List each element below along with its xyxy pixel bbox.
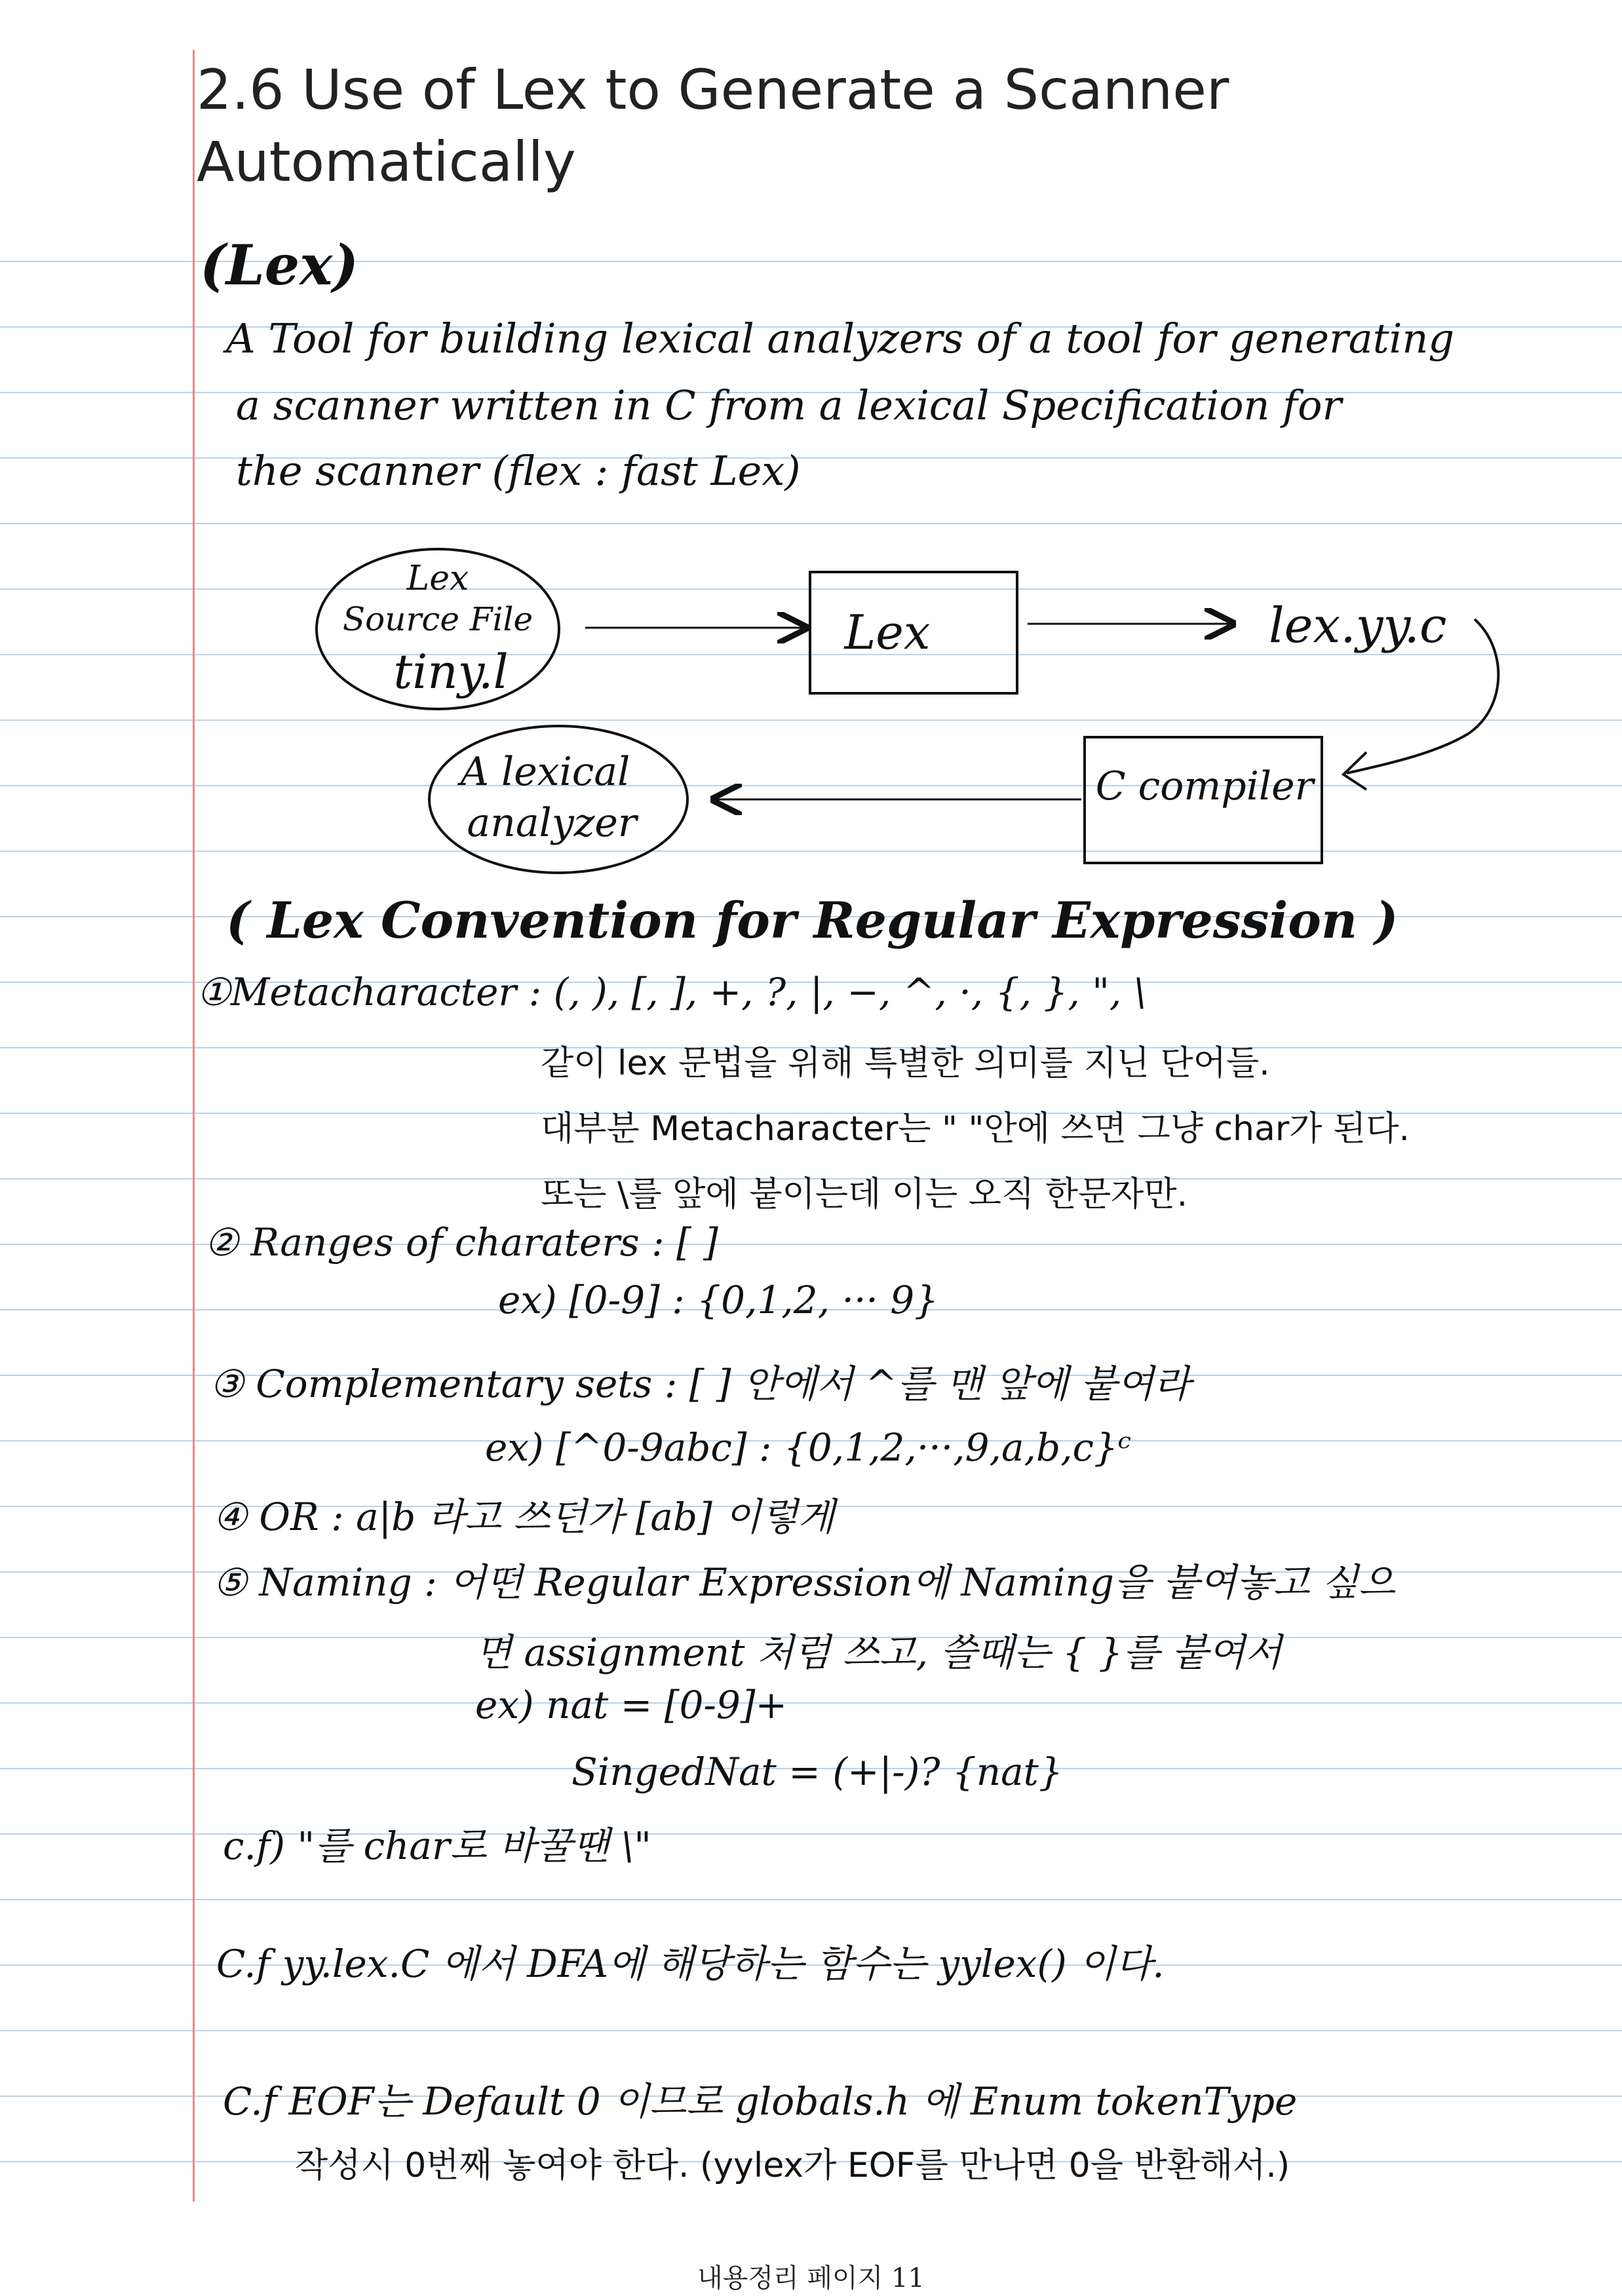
page-footer: 내용정리 페이지 11 bbox=[697, 2263, 925, 2293]
lex-heading: (Lex) bbox=[200, 233, 359, 297]
compiler-node-label: C compiler bbox=[1095, 763, 1314, 809]
item4-label: ④ OR : a|b 라고 쓰던가 [ab] 이렇게 bbox=[213, 1495, 835, 1539]
item2-label: ② Ranges of charaters : [ ] bbox=[204, 1220, 718, 1265]
source-file-label-3: tiny.l bbox=[393, 644, 509, 699]
note-cf2: C.f yy.lex.C 에서 DFA에 해당하는 함수는 yylex() 이다. bbox=[216, 1942, 1165, 1986]
source-file-label-1: Lex bbox=[406, 559, 469, 598]
source-file-label-2: Source File bbox=[342, 600, 533, 638]
lex-node-label: Lex bbox=[844, 605, 931, 660]
note-cf3-line2: 작성시 0번째 놓여야 한다. (yylex가 EOF를 만나면 0을 반환해서.) bbox=[295, 2146, 1290, 2185]
analyzer-label-2: analyzer bbox=[467, 800, 637, 846]
item1-line3: 대부분 Metacharacter는 " "안에 쓰면 그냥 char가 된다. bbox=[541, 1109, 1410, 1149]
page-title-line2: Automatically bbox=[197, 130, 576, 194]
item1-label: ①Metacharacter : (, ), [, ], +, ?, |, −, ^, ·, {, }, ", \ bbox=[197, 970, 1147, 1014]
lex-desc-line1: A Tool for building lexical analyzers of a tool for generating bbox=[226, 315, 1455, 362]
item5-label: ⑤ Naming : 어떤 Regular Expression에 Naming을 붙여놓고 싶으 bbox=[213, 1560, 1395, 1605]
conventions-heading: ( Lex Convention for Regular Expression ) bbox=[226, 891, 1399, 949]
item5-example2: SingedNat = (+|-)? {nat} bbox=[571, 1750, 1063, 1794]
item3-example: ex) [^0-9abc] : {0,1,2,···,9,a,b,c}ᶜ bbox=[485, 1425, 1132, 1470]
item1-line2: 같이 lex 문법을 위해 특별한 의미를 지닌 단어들. bbox=[541, 1044, 1270, 1083]
note-cf3-line1: C.f EOF는 Default 0 이므로 globals.h 에 Enum tokenType bbox=[223, 2079, 1298, 2124]
analyzer-label-1: A lexical bbox=[460, 749, 630, 795]
analyzer-node bbox=[429, 726, 687, 873]
output-file-label: lex.yy.c bbox=[1269, 598, 1447, 654]
item5-example1: ex) nat = [0-9]+ bbox=[475, 1683, 788, 1727]
lex-desc-line2: a scanner written in C from a lexical Specification for bbox=[236, 381, 1342, 429]
item5-line2: 면 assignment 처럼 쓰고, 쓸때는 { }를 붙여서 bbox=[475, 1630, 1282, 1675]
item3-label: ③ Complementary sets : [ ] 안에서 ^를 맨 앞에 붙여라 bbox=[210, 1362, 1191, 1406]
note-cf1: c.f) "를 char로 바꿀땐 \" bbox=[223, 1824, 651, 1868]
item2-example: ex) [0-9] : {0,1,2, ··· 9} bbox=[498, 1278, 939, 1322]
item1-line4: 또는 \를 앞에 붙이는데 이는 오직 한문자만. bbox=[541, 1175, 1188, 1214]
lex-desc-line3: the scanner (flex : fast Lex) bbox=[236, 447, 801, 495]
page-title-line1: 2.6 Use of Lex to Generate a Scanner bbox=[197, 58, 1229, 122]
